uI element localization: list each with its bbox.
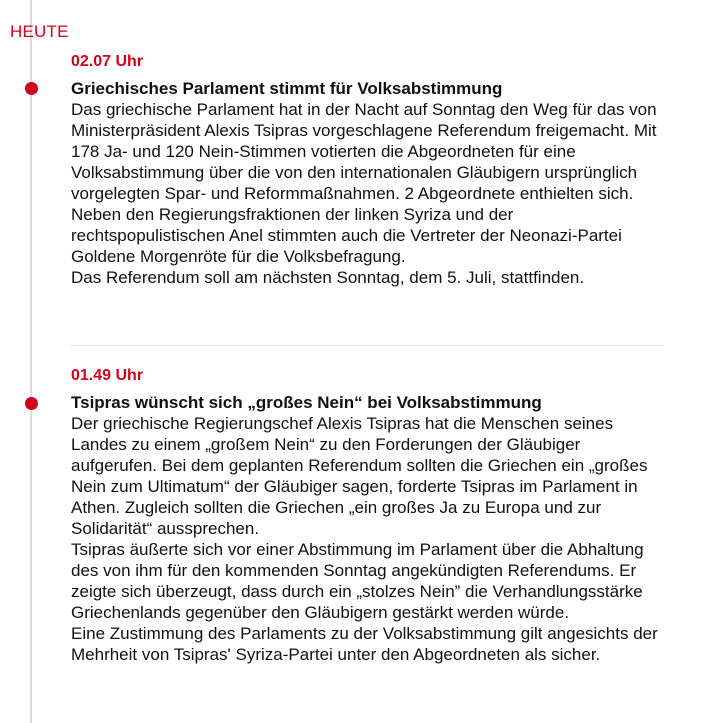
entry-body <box>71 413 671 665</box>
entry-body <box>71 99 671 288</box>
timeline-dot-icon <box>25 82 38 95</box>
timeline-line <box>30 0 32 723</box>
entry-time: 01.49 Uhr <box>71 367 144 384</box>
entry-paragraph: Das Referendum soll am nächsten Sonntag, dem 5. Juli, stattfinden. <box>71 268 585 287</box>
entry-paragraph: Das griechische Parlament hat in der Nacht auf Sonntag den Weg für das von Ministerpräsident Alexis Tsipras vorgeschlagene Referendum freigemacht. Mit 178 Ja- und 120 Nein-Stimmen votierten die Abgeordneten für eine Volksabstimmung über die von den internationalen Gläubigern ursprünglich vorgelegten Spar- und Reformmaßnahmen. 2 Abgeordnete enthielten sich. <box>71 100 657 203</box>
day-label: HEUTE <box>10 22 69 41</box>
entry-paragraph: Neben den Regierungsfraktionen der linken Syriza und der rechtspopulistischen Anel stimmten auch die Vertreter der Neonazi-Partei Goldene Morgenröte für die Volksbefragung. <box>71 205 622 266</box>
entry-divider <box>71 345 663 346</box>
entry-time: 02.07 Uhr <box>71 53 144 70</box>
entry-headline[interactable]: Griechisches Parlament stimmt für Volksabstimmung <box>71 79 503 98</box>
entry-paragraph: Der griechische Regierungschef Alexis Tsipras hat die Menschen seines Landes zu einem „großem Nein“ zu den Forderungen der Gläubiger aufgerufen. Bei dem geplanten Referendum sollten die Griechen ein „großes Nein zum Ultimatum“ der Gläubiger sagen, forderte Tsipras im Parlament in Athen. Zugleich sollten die Griechen „ein großes Ja zu Europa und zur Solidarität“ aussprechen. <box>71 414 648 538</box>
timeline-entry <box>71 366 671 665</box>
entry-headline[interactable]: Tsipras wünscht sich „großes Nein“ bei Volksabstimmung <box>71 393 542 412</box>
timeline-dot-icon <box>25 397 38 410</box>
timeline-entry <box>71 52 671 288</box>
entry-paragraph: Tsipras äußerte sich vor einer Abstimmung im Parlament über die Abhaltung des von ihm für den kommenden Sonntag angekündigten Referendums. Er zeigte sich überzeugt, dass durch ein „stolzes Nein” die Verhandlungsstärke Griechenlands gegenüber den Gläubigern gestärkt werden würde. <box>71 540 644 622</box>
entry-paragraph: Eine Zustimmung des Parlaments zu der Volksabstimmung gilt angesichts der Mehrheit von Tsipras' Syriza-Partei unter den Abgeordneten als sicher. <box>71 624 658 664</box>
